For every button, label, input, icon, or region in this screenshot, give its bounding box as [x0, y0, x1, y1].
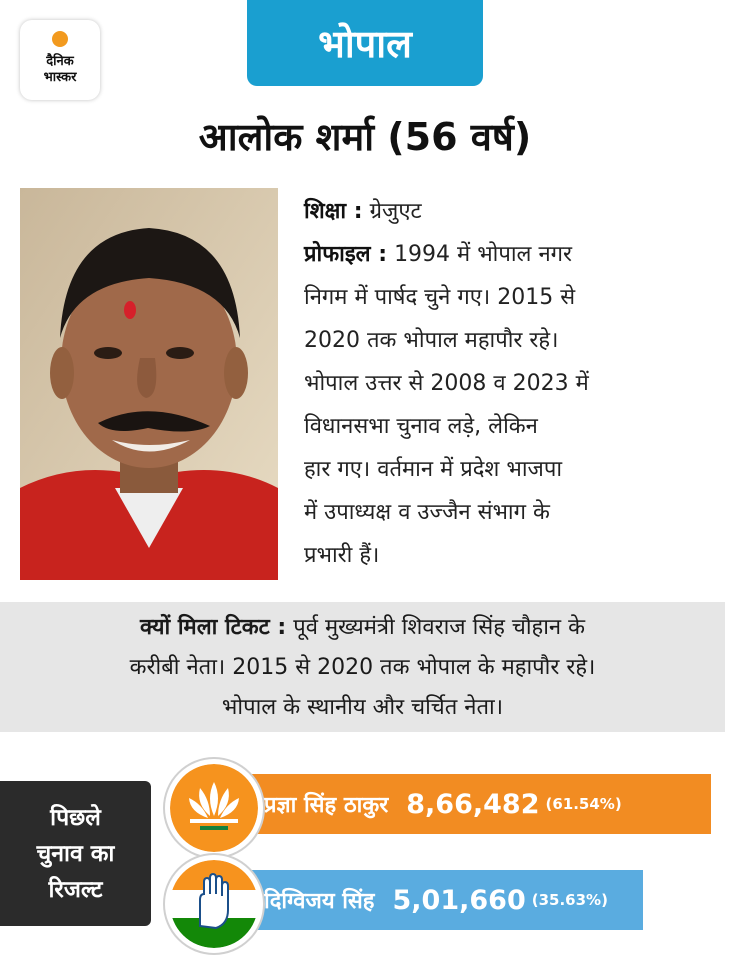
- education-row: [304, 190, 714, 233]
- dainik-bhaskar-logo: [20, 20, 100, 100]
- result-percent: (35.63%): [531, 891, 608, 909]
- profile-row: [304, 233, 714, 276]
- result-bar-congress: [226, 870, 643, 930]
- sun-icon: [52, 31, 68, 47]
- profile-line: हार गए। वर्तमान में प्रदेश भाजपा: [304, 457, 563, 482]
- result-bar-bjp: [226, 774, 711, 834]
- result-candidate: प्रज्ञा सिंह ठाकुर: [264, 793, 389, 818]
- city-title: भोपाल: [247, 0, 483, 86]
- profile-label: प्रोफाइल :: [304, 242, 388, 267]
- profile-line: भोपाल उत्तर से 2008 व 2023 में: [304, 371, 589, 396]
- result-percent: (61.54%): [545, 795, 622, 813]
- bjp-lotus-icon: [165, 759, 263, 857]
- education-value: ग्रेजुएट: [369, 199, 422, 224]
- candidate-name: आलोक शर्मा (56 वर्ष): [198, 115, 532, 159]
- why-ticket-label: क्यों मिला टिकट :: [139, 615, 287, 640]
- logo-line2: भास्कर: [43, 70, 77, 85]
- profile-line: निगम में पार्षद चुने गए। 2015 से: [304, 285, 576, 310]
- profile-line: 2020 तक भोपाल महापौर रहे।: [304, 328, 559, 353]
- candidate-photo: [20, 188, 278, 580]
- profile-line: प्रभारी हैं।: [304, 543, 380, 568]
- result-candidate: दिग्विजय सिंह: [264, 889, 375, 914]
- congress-hand-icon: [165, 855, 263, 953]
- previous-result-heading: [0, 781, 151, 926]
- why-ticket-line: करीबी नेता। 2015 से 2020 तक भोपाल के महापौर रहे।: [129, 655, 596, 680]
- result-votes: 8,66,482: [406, 788, 540, 820]
- heading-line: रिजल्ट: [48, 876, 103, 903]
- logo-line1: दैनिक: [46, 54, 74, 69]
- why-ticket-line: भोपाल के स्थानीय और चर्चित नेता।: [221, 695, 504, 720]
- why-ticket-line: [0, 608, 725, 648]
- why-ticket-text: पूर्व मुख्यमंत्री शिवराज सिंह चौहान के: [293, 615, 586, 640]
- why-ticket-section: [0, 602, 725, 732]
- profile-line: 1994 में भोपाल नगर: [394, 242, 573, 267]
- education-label: शिक्षा :: [304, 199, 363, 224]
- profile-line: विधानसभा चुनाव लड़े, लेकिन: [304, 414, 538, 439]
- profile-line: में उपाध्यक्ष व उज्जैन संभाग के: [304, 500, 550, 525]
- heading-line: चुनाव का: [36, 840, 115, 867]
- candidate-info: [304, 190, 714, 577]
- result-votes: 5,01,660: [392, 884, 526, 916]
- heading-line: पिछले: [50, 804, 101, 831]
